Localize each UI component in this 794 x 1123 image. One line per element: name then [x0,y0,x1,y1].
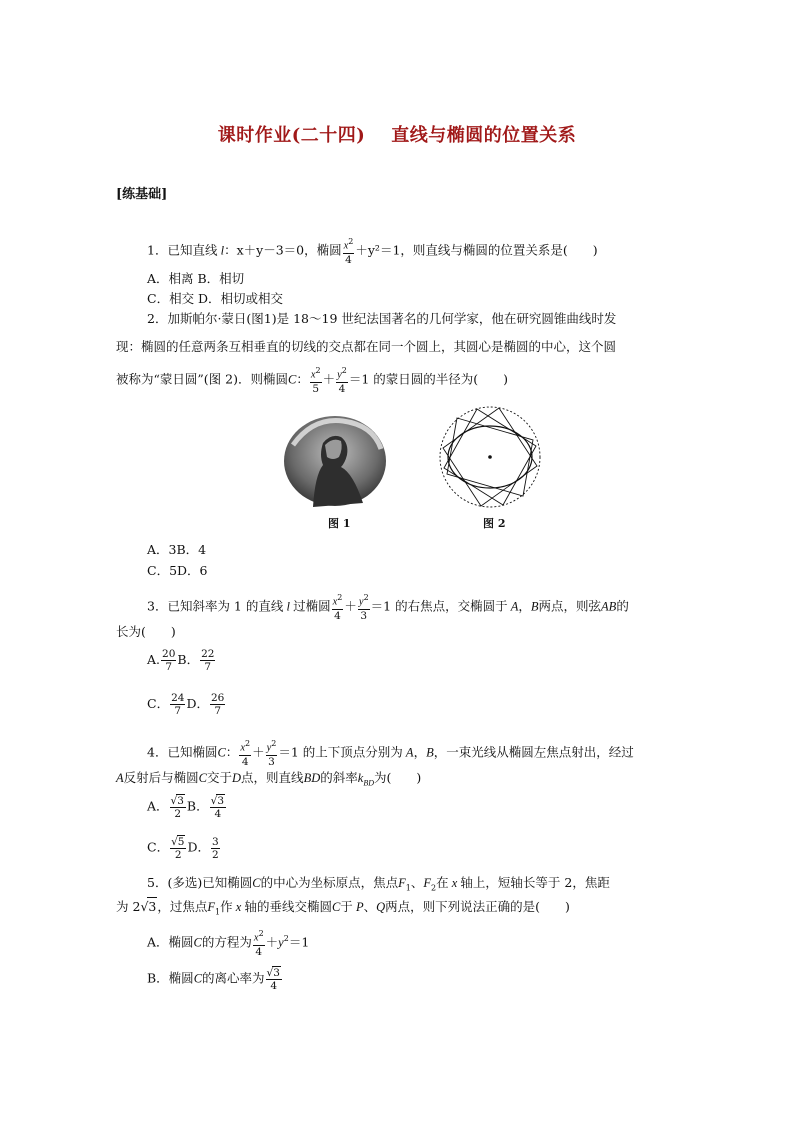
q5-line1: 5．(多选)已知椭圆C的中心为坐标原点，焦点$F_1$、$F_2$在 x 轴上，短轴长等于 2，焦距 [147,875,610,893]
title-part2: 直线与椭圆的位置关系 [391,125,577,146]
q2-options-cd: C．5D．6 [147,563,208,578]
q2-line1: 2．加斯帕尔·蒙日(图1)是 18～19 世纪法国著名的几何学家，他在研究圆锥曲线时发 [147,311,617,326]
q1-options-ab: A．相离 B．相切 [147,271,245,286]
figure2-caption: 图 2 [483,517,506,530]
q1-options-cd: C．相交 D．相切或相交 [147,291,284,306]
q3-line1: 3．已知斜率为 1 的直线 l 过椭圆 $\frac{x^2}{4}$ ＋ $\frac{y^2}{3}$ ＝1 的右焦点，交椭圆于 A，B两点，则弦AB的 [147,593,629,622]
q5-option-b: B．椭圆C的离心率为 $\frac{√3}{4}$ [147,967,280,992]
q4-options-cd: C． $\frac{√5}{2}$ D． $\frac{3}{2}$ [147,835,219,861]
page-title [0,121,794,147]
title-part1: 课时作业(二十四) [217,125,366,146]
q2-line2: 现：椭圆的任意两条互相垂直的切线的交点都在同一个圆上，其圆心是椭圆的中心，这个圆 [116,339,617,354]
q3-options-ab: A. $\frac{20}{7}$ B． $\frac{22}{7}$ [147,648,215,673]
q4-line1: 4．已知椭圆C： $\frac{x^2}{4}$ ＋ $\frac{y^2}{3}$ ＝1 的上下顶点分别为 A，B，一束光线从椭圆左焦点射出，经过 [147,739,634,768]
q5-line2: 为 2√3，过焦点$F_1$作 x 轴的垂线交椭圆C于 P、Q两点，则下列说法正确的是( ) [116,899,570,917]
q3-line2: 长为( ) [116,624,176,639]
figure1-caption: 图 1 [328,517,351,530]
q2-line3: 被称为“蒙日圆”(图 2)．则椭圆C： $\frac{x^2}{5}$ ＋ $\frac{y^2}{4}$ ＝1 的蒙日圆的半径为( ) [116,366,509,395]
section-label: [练基础] [116,187,168,202]
figure1-portrait [283,415,387,507]
q4-options-ab: A． $\frac{√3}{2}$ B． $\frac{√3}{4}$ [147,795,224,820]
q2-options-ab: A．3B．4 [147,542,207,557]
q4-line2: A反射后与椭圆C交于D点，则直线BD的斜率$k_{BD}$为( ) [116,770,422,788]
q3-options-cd: C． $\frac{24}{7}$ D． $\frac{26}{7}$ [147,692,225,717]
q5-option-a: A．椭圆C的方程为 $\frac{x^2}{4}$ $+y^2=1$ [147,929,310,958]
q1-stem: 1．已知直线 l：x＋y－3＝0，椭圆 $\frac{x^2}{4}$ ＋y²＝1，则直线与椭圆的位置关系是( ) [147,237,598,266]
figure2-monge-circle [437,404,543,510]
